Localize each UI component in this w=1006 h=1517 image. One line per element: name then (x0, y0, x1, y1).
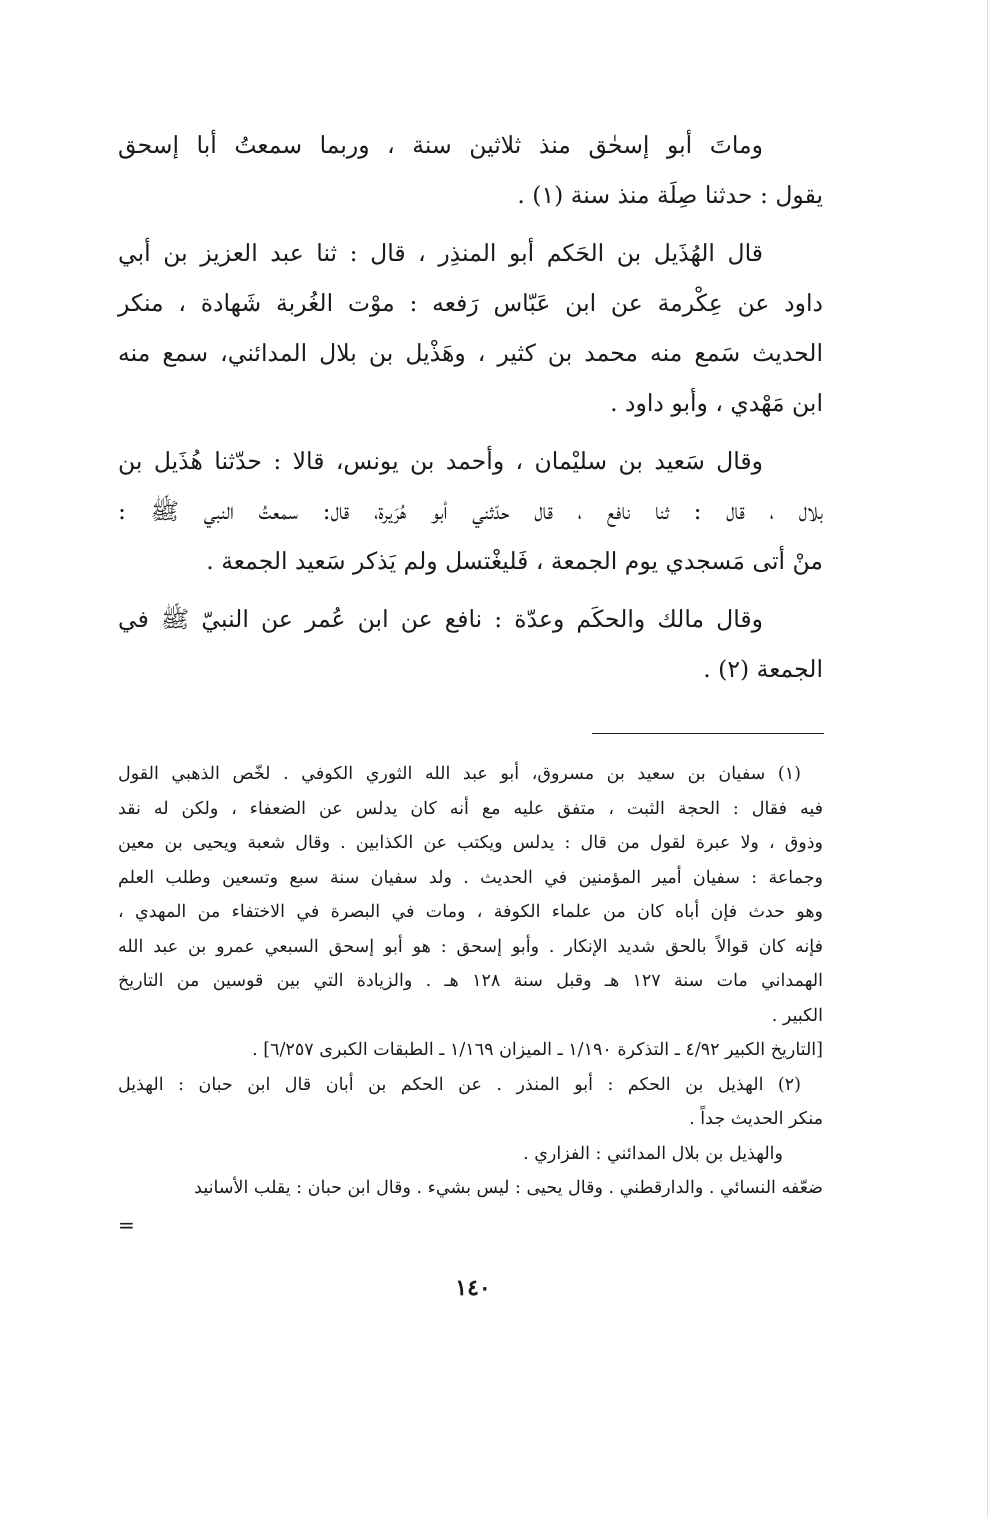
continuation-mark: = (118, 1213, 135, 1237)
page-number: ١٤٠ (455, 1275, 491, 1301)
footnote-line: الهمداني مات سنة ١٢٧ هـ وقبل سنة ١٢٨ هـ . والزيادة التي بين قوسين من التاريخ (118, 971, 823, 991)
text-line: بلال ، قال : ثنا نافع ، قال حدّثني أبو هُرَيرة، قال: سمعتُ النبي ﷺ : (118, 497, 823, 525)
text-line: ابن مَهْدي ، وأبو داود . (610, 389, 823, 417)
footnote-line: والهذيل بن بلال المدائني : الفزاري . (523, 1143, 783, 1164)
text-line: الحديث سَمع منه محمد بن كثير ، وهَذْيل بن بلال المدائني، سمع منه (118, 339, 823, 367)
footnote-line: وهو حدث فإن أباه كان من علماء الكوفة ، ومات في البصرة في الاختفاء من المهدي ، (118, 902, 823, 922)
text-line: وقال سَعيد بن سليْمان ، وأحمد بن يونس، قالا : حدّثنا هُذَيل بن (118, 447, 763, 475)
footnote-line: منكر الحديث جداً . (689, 1109, 823, 1129)
footnote-line: (٢) الهذيل بن الحكم : أبو المنذر . عن الحكم بن أبان قال ابن حبان : الهذيل (118, 1074, 801, 1095)
paragraph-4 (118, 594, 823, 694)
footnotes (118, 757, 823, 1206)
footnote-separator (592, 733, 824, 734)
text-line: وقال مالك والحكَم وعدّة : نافع عن ابن عُمر عن النبيّ ﷺ في (118, 605, 763, 633)
text-line: يقول : حدثنا صِلَة منذ سنة (١) . (517, 181, 823, 209)
paragraph-2 (118, 228, 823, 428)
main-text (118, 120, 823, 702)
footnote-line: فيه فقال : الحجة الثبت ، متفق عليه مع أنه كان يدلس عن الضعفاء ، ولكن له نقد (118, 798, 823, 819)
footnote-line: ضعّفه النسائي . والدارقطني . وقال يحيى : ليس بشيء . وقال ابن حبان : يقلب الأسانيد (194, 1178, 823, 1198)
paragraph-3 (118, 436, 823, 586)
text-line: قال الهُذَيل بن الحَكم أبو المنذِر ، قال : ثنا عبد العزيز بن أبي (118, 239, 763, 267)
footnote-line: (١) سفيان بن سعيد بن مسروق، أبو عبد الله الثوري الكوفي . لخّص الذهبي القول (118, 764, 801, 784)
text-line: منْ أتى مَسجدي يوم الجمعة ، فَليغْتسل ولم يَذكر سَعيد الجمعة . (206, 547, 823, 575)
text-line: وماتَ أبو إسحٰق منذ ثلاثين سنة ، وربما سمعتُ أبا إسحق (118, 131, 763, 159)
paragraph-1 (118, 120, 823, 220)
footnote-line: فإنه كان قوالاً بالحق شديد الإنكار . وأبو إسحق : هو أبو إسحق السبعي عمرو بن عبد الله (118, 936, 823, 957)
footnote-line: وذوق ، ولا عبرة لقول من قال : يدلس ويكتب عن الكذابين . وقال شعبة ويحيى بن معين (118, 833, 823, 853)
footnote-line: وجماعة : سفيان أمير المؤمنين في الحديث . ولد سفيان سنة سبع وتسعين وطلب العلم (118, 867, 823, 888)
text-line: الجمعة (٢) . (703, 655, 823, 683)
page-edge-line (987, 0, 988, 1517)
footnote-line: الكبير . (771, 1005, 823, 1026)
footnote-citation: [التاريخ الكبير ٤/٩٢ ـ التذكرة ١/١٩٠ ـ الميزان ١/١٦٩ ـ الطبقات الكبرى ٦/٢٥٧] . (252, 1040, 823, 1060)
text-line: داود عن عِكْرمة عن ابن عَبّاس رَفعه : موْت الغُربة شَهادة ، منكر (118, 289, 823, 317)
